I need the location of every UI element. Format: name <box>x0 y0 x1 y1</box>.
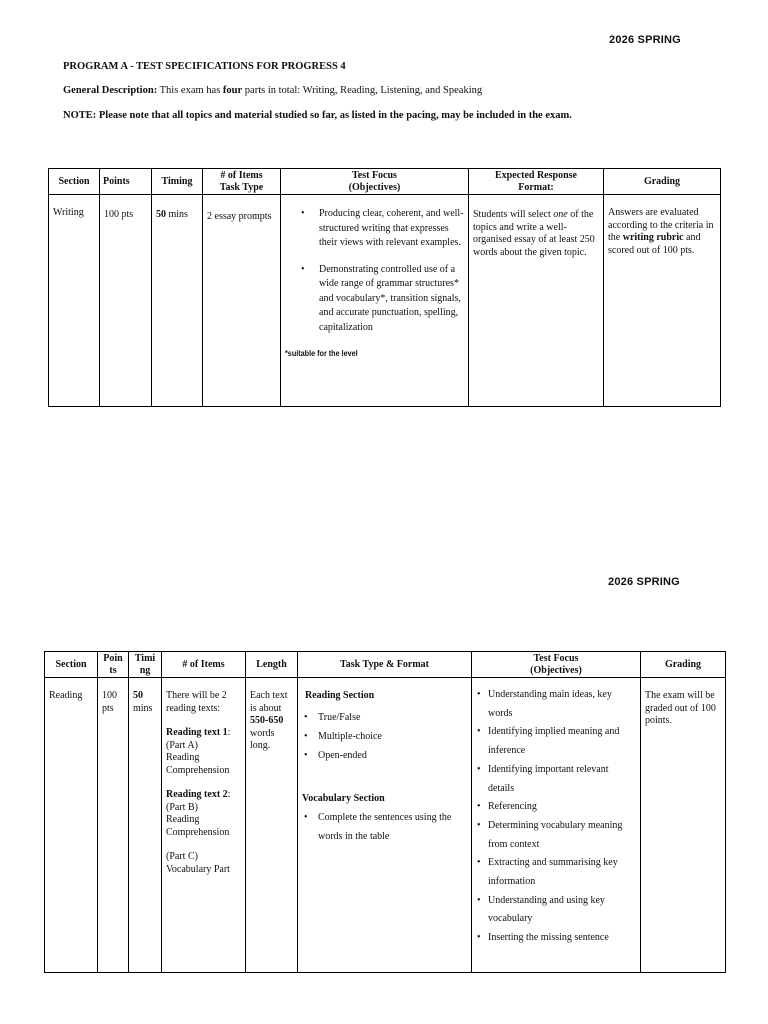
reading-text-1-desc: Reading Comprehension <box>166 752 230 776</box>
reading-text-1-colon: : <box>227 727 231 738</box>
header-items-line2: Task Type <box>219 181 264 193</box>
writing-timing-unit: mins <box>166 209 188 220</box>
writing-row <box>49 195 721 407</box>
writing-format-post: of the topics and write a well-organised essay of at least 250 words about the given topic. <box>473 209 598 258</box>
reading-grading: The exam will be graded out of 100 points. <box>641 678 726 973</box>
writing-timing-value: 50 <box>156 209 166 220</box>
header-section: Section <box>49 169 100 195</box>
writing-spec-table <box>48 168 721 407</box>
semester-header-2: 2026 SPRING <box>608 576 680 588</box>
reading-task <box>298 678 472 973</box>
writing-grading-post: and scored out of 100 pts. <box>608 232 703 256</box>
writing-focus <box>281 195 469 407</box>
writing-items: 2 essay prompts <box>203 195 281 407</box>
reading-text-1-part: (Part A) <box>166 739 198 751</box>
list-item: • Understanding and using key vocabulary <box>488 892 636 929</box>
header-points-line1: Poin <box>103 653 123 664</box>
header-timing: Timing <box>152 169 203 195</box>
header-format <box>469 169 604 195</box>
list-item: • Producing clear, coherent, and well-structured writing that expresses their views with relevant examples. <box>319 207 464 251</box>
writing-points: 100 pts <box>100 195 152 407</box>
reading-text-2-desc: Reading Comprehension <box>166 814 230 838</box>
general-description-label: General Description: <box>63 85 158 96</box>
list-item: • True/False <box>318 708 467 727</box>
reading-header-row <box>45 652 726 678</box>
reading-timing-unit: mins <box>133 702 153 714</box>
reading-text-1-label: Reading text 1 <box>166 727 228 738</box>
reading-length <box>246 678 298 973</box>
header-timing-line1: Timi <box>134 653 156 664</box>
header-length: Length <box>246 652 298 678</box>
reading-part-c-desc: Vocabulary Part <box>166 863 230 875</box>
writing-grading-rubric: writing rubric <box>622 232 684 243</box>
reading-spec-table <box>44 651 726 973</box>
list-item: • Determining vocabulary meaning from context <box>488 817 636 854</box>
general-description-parts: parts in total: Writing, Reading, Listening, and Speaking <box>242 85 483 96</box>
header-focus <box>472 652 641 678</box>
reading-section-heading: Reading Section <box>305 690 375 701</box>
header-points-line2: ts <box>109 664 117 676</box>
header-timing <box>129 652 162 678</box>
reading-text-2-colon: : <box>227 789 231 800</box>
reading-row <box>45 678 726 973</box>
header-focus-line2: (Objectives) <box>348 181 401 193</box>
reading-type-list <box>302 708 467 765</box>
reading-focus <box>472 678 641 973</box>
writing-grading <box>604 195 721 407</box>
reading-items <box>162 678 246 973</box>
reading-text-2 <box>166 789 241 802</box>
header-items: # of Items <box>162 652 246 678</box>
header-points: Points <box>100 169 152 195</box>
header-focus-line1: Test Focus <box>533 653 579 664</box>
header-section: Section <box>45 652 98 678</box>
header-focus <box>281 169 469 195</box>
header-items-line1: # of Items <box>220 170 263 181</box>
writing-format-emphasis: one <box>553 209 568 220</box>
header-focus-line1: Test Focus <box>352 170 397 181</box>
header-points <box>98 652 129 678</box>
reading-items-intro: There will be 2 reading texts: <box>166 690 227 714</box>
writing-format <box>469 195 604 407</box>
header-format-line1: Expected Response <box>495 170 577 181</box>
vocabulary-section-heading: Vocabulary Section <box>302 792 385 804</box>
reading-timing-value: 50 <box>133 690 143 701</box>
header-focus-line2: (Objectives) <box>530 664 582 676</box>
exam-note: NOTE: Please note that all topics and material studied so far, as listed in the pacing, may be included in the exam. <box>63 110 572 121</box>
list-item: • Extracting and summarising key information <box>488 854 636 891</box>
general-description-count: four <box>222 85 243 96</box>
vocabulary-type-list <box>302 808 467 846</box>
reading-focus-list <box>476 686 636 948</box>
list-item: • Complete the sentences using the words in the table <box>318 808 467 846</box>
writing-focus-list <box>285 207 464 335</box>
general-description <box>63 85 482 96</box>
reading-timing <box>129 678 162 973</box>
writing-section: Writing <box>49 195 100 407</box>
list-item: • Identifying implied meaning and inference <box>488 723 636 760</box>
reading-text-2-label: Reading text 2 <box>166 789 228 800</box>
writing-format-pre: Students will select <box>473 209 554 220</box>
header-task: Task Type & Format <box>298 652 472 678</box>
semester-header: 2026 SPRING <box>609 34 681 46</box>
reading-points: 100 pts <box>98 678 129 973</box>
reading-length-value: 550-650 <box>250 715 284 726</box>
list-item: • Referencing <box>488 798 636 817</box>
reading-text-1 <box>166 727 241 740</box>
header-grading: Grading <box>604 169 721 195</box>
list-item: • Identifying important relevant details <box>488 761 636 798</box>
list-item: • Inserting the missing sentence <box>488 929 636 948</box>
writing-grading-pre: Answers are evaluated according to the criteria in the <box>608 207 717 243</box>
page-title: PROGRAM A - TEST SPECIFICATIONS FOR PROGRESS 4 <box>63 61 346 72</box>
writing-header-row <box>49 169 721 195</box>
reading-text-2-part: (Part B) <box>166 801 198 813</box>
writing-timing <box>152 195 203 407</box>
list-item: • Open-ended <box>318 746 467 765</box>
reading-length-post: words long. <box>250 715 286 751</box>
reading-part-c: (Part C) <box>166 851 198 862</box>
list-item: • Multiple-choice <box>318 727 467 746</box>
reading-length-pre: Each text is about <box>250 690 290 714</box>
header-items <box>203 169 281 195</box>
general-description-text: This exam has <box>157 85 223 96</box>
header-format-line2: Format: <box>518 181 554 193</box>
header-timing-line2: ng <box>139 664 151 676</box>
list-item: • Understanding main ideas, key words <box>488 686 636 723</box>
list-item: • Demonstrating controlled use of a wide range of grammar structures* and vocabulary*, transition signals, and accurate punctuation, spelling, capitalization <box>319 263 464 336</box>
header-grading: Grading <box>641 652 726 678</box>
reading-section: Reading <box>45 678 98 973</box>
writing-footnote: *suitable for the level <box>285 348 358 358</box>
